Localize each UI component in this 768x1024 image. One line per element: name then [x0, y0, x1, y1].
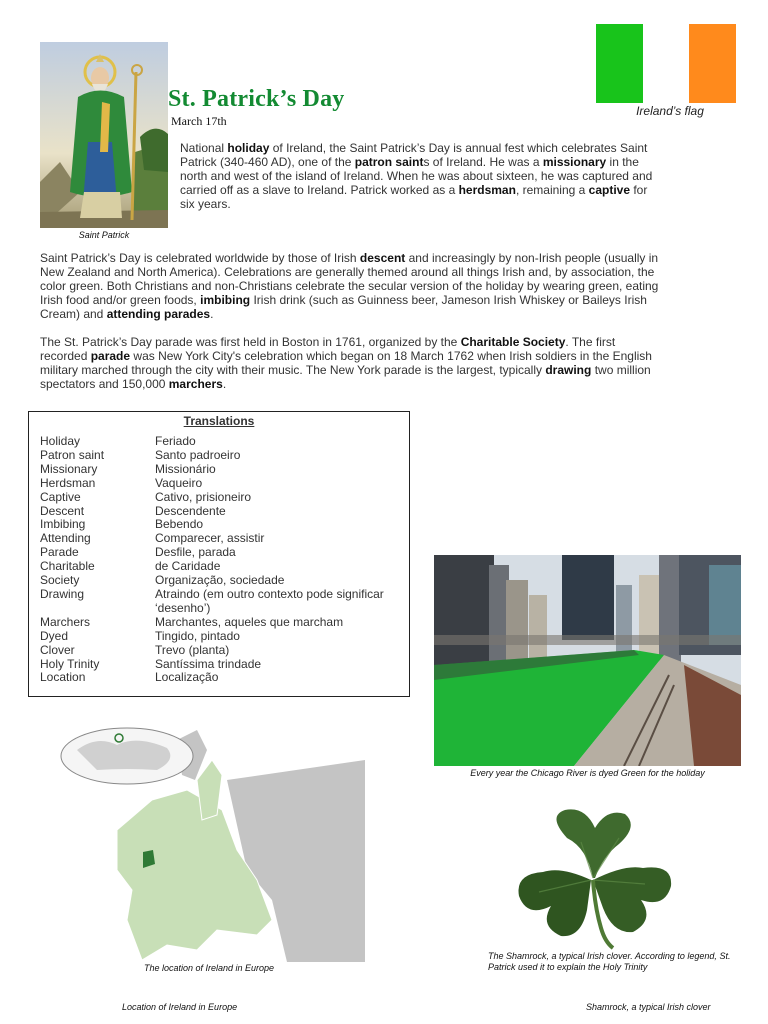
highlighted-term: patron saint — [354, 154, 424, 169]
portuguese-term: Bebendo — [155, 517, 204, 532]
highlighted-term: herdsman — [458, 182, 516, 197]
translation-row — [40, 630, 406, 644]
translation-row — [40, 477, 406, 491]
footer-caption-left: Location of Ireland in Europe — [122, 1002, 238, 1012]
translation-row — [40, 546, 406, 560]
portuguese-term: Desfile, parada — [155, 545, 236, 560]
translation-row — [40, 574, 406, 588]
flag-caption: Ireland’s flag — [636, 104, 704, 118]
translation-row — [40, 560, 406, 574]
portuguese-term: Comparecer, assistir — [155, 531, 265, 546]
translation-row — [40, 671, 406, 685]
highlighted-term: descent — [359, 251, 406, 265]
portuguese-term: Santíssima trindade — [155, 656, 262, 671]
portuguese-term: Tingido, pintado — [155, 628, 240, 643]
highlighted-term: attending parades — [106, 306, 211, 321]
portuguese-term: Marchantes, aqueles que marcham — [155, 614, 344, 629]
flag-white-stripe — [643, 24, 690, 103]
date-text: March 17th — [171, 114, 227, 128]
text-run: National — [180, 141, 228, 155]
saint-patrick-image — [40, 42, 168, 228]
translations-title: Translations — [183, 414, 255, 428]
translation-row — [40, 449, 406, 463]
highlighted-term: parade — [90, 348, 131, 363]
portuguese-term: Atraindo (em outro contexto pode significar ‘desenho’) — [155, 586, 384, 615]
translation-row — [40, 658, 406, 672]
translation-row — [40, 588, 406, 616]
translation-row — [40, 505, 406, 519]
highlighted-term: captive — [588, 182, 630, 197]
text-run: . The first recorded — [40, 335, 616, 363]
portuguese-term: Missionário — [155, 461, 216, 476]
saint-patrick-caption: Saint Patrick — [78, 230, 130, 240]
text-run: for six years. — [180, 182, 648, 211]
english-term: Parade — [40, 545, 79, 560]
text-run: in the north and west of the island of Ireland. When he was about sixteen, he was captured and carried off as a slave to Ireland. Patrick worked as a — [180, 154, 653, 197]
english-term: Drawing — [40, 586, 85, 601]
translations-list — [40, 435, 406, 685]
text-run: and increasingly by non-Irish people (usually in New Zealand and North America). Celebrations are generally themed around all things Irish and, by association, the color green. Both Christians and non-Christians celebrate the secular version of the holiday by wearing green, eating Irish food and/or green foods, — [40, 251, 659, 307]
map-caption: The location of Ireland in Europe — [143, 963, 275, 973]
english-term: Society — [40, 573, 80, 588]
portuguese-term: Trevo (planta) — [155, 642, 230, 657]
text-run: The St. Patrick’s Day parade was first held in Boston in 1761, organized by the — [40, 335, 461, 349]
english-term: Holiday — [40, 434, 81, 448]
highlighted-term: missionary — [542, 154, 607, 169]
flag-green-stripe — [596, 24, 643, 103]
chicago-river-caption: Every year the Chicago River is dyed Green for the holiday — [470, 768, 705, 778]
translation-row — [40, 435, 406, 449]
english-term: Location — [40, 670, 86, 685]
english-term: Dyed — [40, 628, 69, 643]
footer-caption-right: Shamrock, a typical Irish clover — [586, 1002, 711, 1012]
translation-row — [40, 616, 406, 630]
text-run: two million spectators and 150,000 — [40, 362, 651, 391]
portuguese-term: Vaqueiro — [155, 475, 203, 490]
highlighted-term: marchers — [168, 376, 223, 391]
portuguese-term: Organização, sociedade — [155, 573, 285, 588]
english-term: Missionary — [40, 461, 98, 476]
translation-row — [40, 518, 406, 532]
translations-box — [28, 411, 410, 697]
ireland-flag-image — [596, 24, 736, 103]
highlighted-term: drawing — [545, 362, 592, 377]
english-term: Holy Trinity — [40, 656, 100, 671]
translation-row — [40, 532, 406, 546]
translation-row — [40, 644, 406, 658]
text-run: , remaining a — [515, 182, 589, 197]
english-term: Attending — [40, 531, 91, 546]
english-term: Charitable — [40, 559, 95, 574]
portuguese-term: Cativo, prisioneiro — [155, 489, 252, 504]
translation-row — [40, 491, 406, 505]
english-term: Herdsman — [40, 475, 96, 490]
english-term: Imbibing — [40, 517, 86, 532]
text-run: Saint Patrick’s Day is celebrated worldwide by those of Irish — [40, 251, 360, 265]
text-run: of Ireland, the Saint Patrick’s Day is annual fest which celebrates Saint Patrick (340-460 AD), one of the — [180, 141, 648, 169]
text-run: was New York City's celebration which began on 18 March 1762 when Irish soldiers in the English military marched through the city with their music. The New York parade is the largest, typically — [40, 348, 652, 377]
highlighted-term: holiday — [227, 141, 270, 155]
shamrock-image — [515, 808, 673, 950]
portuguese-term: Feriado — [155, 434, 196, 448]
portuguese-term: de Caridade — [155, 559, 221, 574]
english-term: Descent — [40, 503, 85, 518]
europe-map-image — [57, 720, 365, 962]
celebration-paragraph — [40, 252, 665, 322]
english-term: Clover — [40, 642, 75, 657]
portuguese-term: Localização — [155, 670, 219, 685]
portuguese-term: Santo padroeiro — [155, 447, 241, 462]
english-term: Patron saint — [40, 447, 105, 462]
page-title: St. Patrick’s Day — [168, 86, 345, 112]
english-term: Marchers — [40, 614, 91, 629]
chicago-river-image — [434, 555, 741, 766]
intro-paragraph — [180, 142, 660, 212]
translation-row — [40, 463, 406, 477]
shamrock-caption: The Shamrock, a typical Irish clover. According to legend, St. Patrick used it to explain the Holy Trinity — [488, 951, 731, 972]
english-term: Captive — [40, 489, 81, 504]
highlighted-term: imbibing — [200, 292, 251, 307]
parade-paragraph — [40, 336, 665, 392]
portuguese-term: Descendente — [155, 503, 226, 518]
text-run: . — [222, 376, 227, 391]
highlighted-term: Charitable Society — [460, 335, 566, 349]
text-run: s of Ireland. He was a — [423, 154, 543, 169]
text-run: Irish drink (such as Guinness beer, Jameson Irish Whiskey or Baileys Irish Cream) and — [40, 292, 647, 321]
flag-orange-stripe — [689, 24, 736, 103]
text-run: . — [210, 306, 214, 321]
